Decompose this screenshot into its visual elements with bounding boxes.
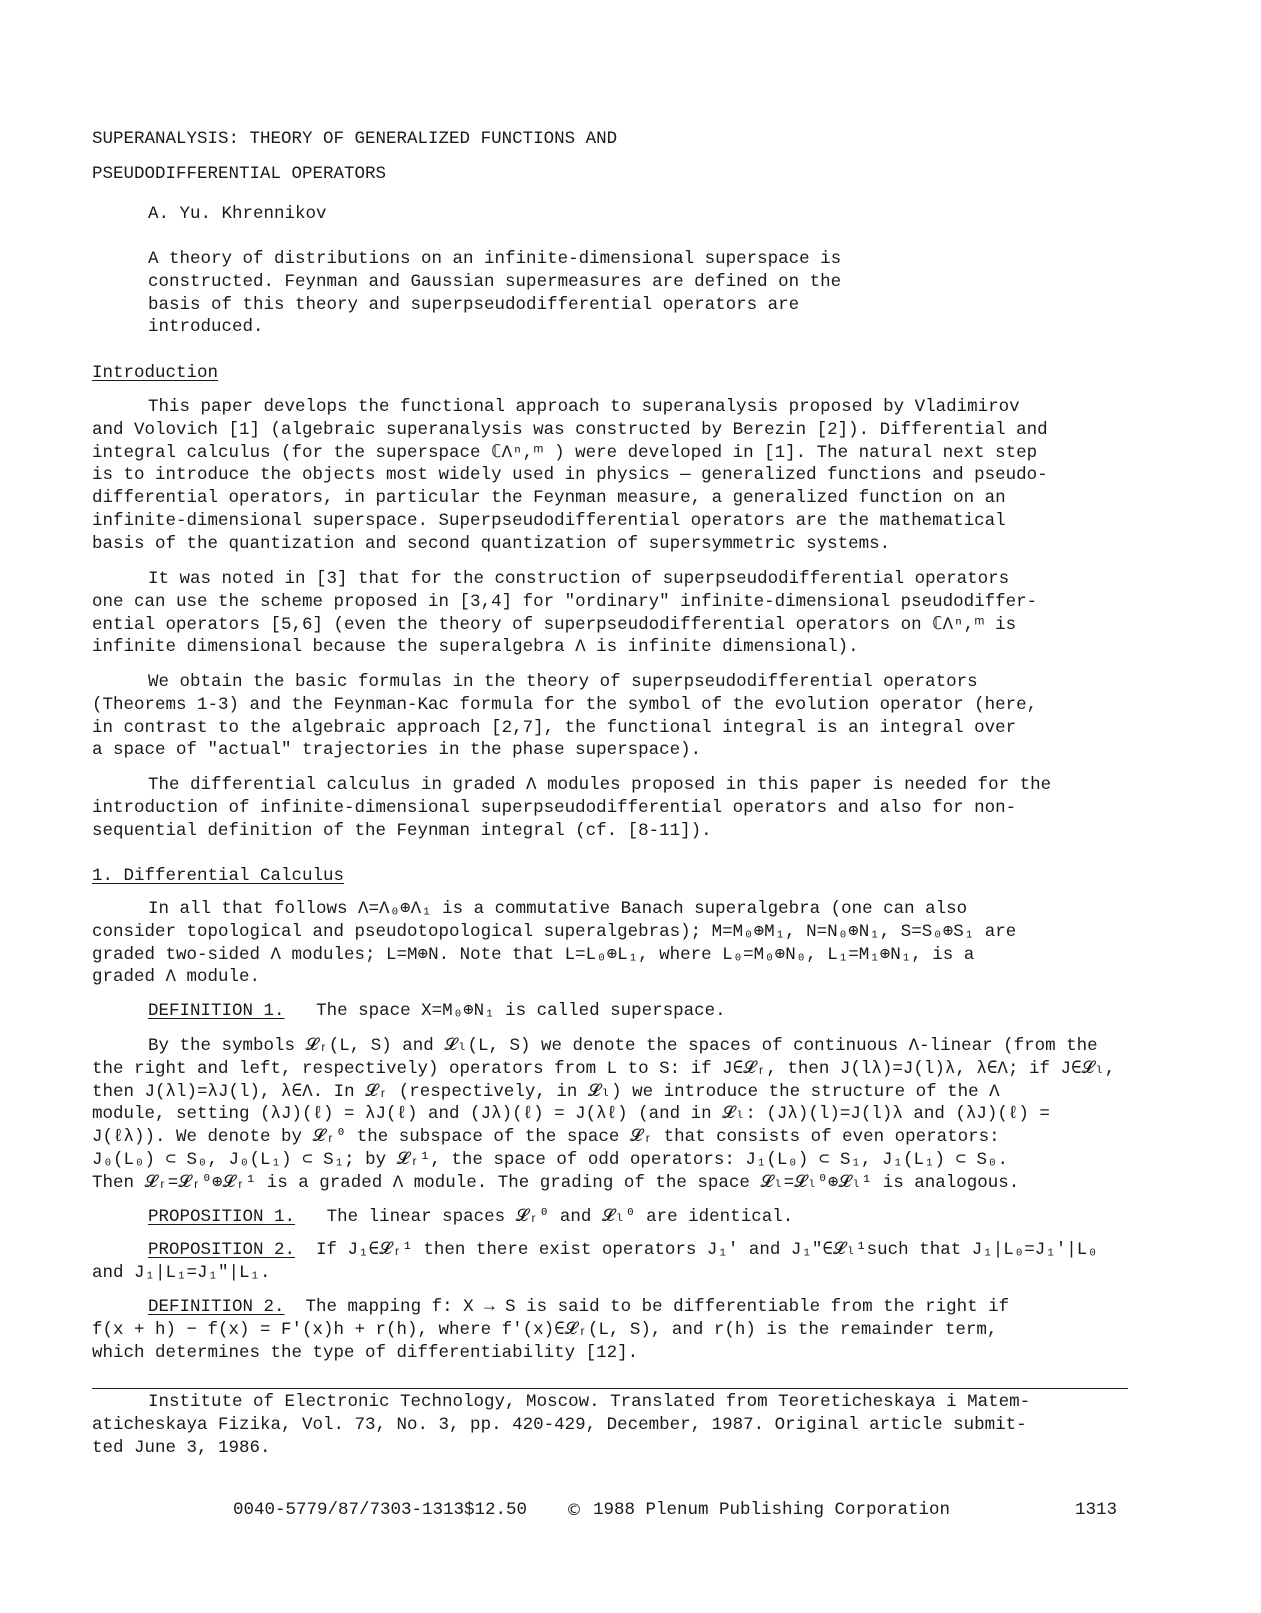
text-line: J(ℓλ)). We denote by 𝓛ᵣ⁰ the subspace of the space 𝓛ᵣ that consists of even operators: bbox=[92, 1127, 1000, 1148]
text-line: ential operators [5,6] (even the theory of superpseudodifferential operators on ℂΛⁿ,ᵐ is bbox=[92, 614, 1017, 635]
text-line: f(x + h) − f(x) = F′(x)h + r(h), where f′(x)∈𝓛ᵣ(L, S), and r(h) is the remainder term, bbox=[92, 1319, 998, 1340]
proposition-2 bbox=[92, 1239, 1098, 1285]
text-line: graded Λ module. bbox=[92, 967, 261, 988]
proposition-2-text-cont: and J₁|L₁=J₁″|L₁. bbox=[92, 1262, 271, 1283]
text-line: basis of the quantization and second quantization of supersymmetric systems. bbox=[92, 533, 891, 554]
author: A. Yu. Khrennikov bbox=[148, 204, 327, 224]
text-line: one can use the scheme proposed in [3,4] for "ordinary" infinite-dimensional pseudodiffer- bbox=[92, 591, 1038, 612]
text-line: differential operators, in particular the Feynman measure, a generalized function on an bbox=[92, 488, 1006, 509]
title-line-1: SUPERANALYSIS: THEORY OF GENERALIZED FUNCTIONS AND bbox=[92, 129, 618, 149]
copyright-icon: © bbox=[566, 1500, 582, 1519]
text-line: By the symbols 𝓛ᵣ(L, S) and 𝓛ₗ(L, S) we denote the spaces of continuous Λ-linear (from the bbox=[148, 1036, 1098, 1056]
text-line: consider topological and pseudotopological superalgebras); M=M₀⊕M₁, N=N₀⊕N₁, S=S₀⊕S₁ are bbox=[92, 921, 1017, 942]
text-line: a space of "actual" trajectories in the phase superspace). bbox=[92, 740, 702, 761]
intro-paragraph-3 bbox=[92, 671, 1037, 762]
definition-1 bbox=[148, 1000, 726, 1023]
abstract-line: A theory of distributions on an infinite-dimensional superspace is bbox=[148, 249, 842, 269]
text-line: in contrast to the algebraic approach [2,7], the functional integral is an integral over bbox=[92, 717, 1017, 738]
definition-2-label: DEFINITION 2. bbox=[148, 1297, 285, 1317]
text-line: It was noted in [3] that for the construction of superpseudodifferential operators bbox=[148, 569, 1010, 589]
text-line: is to introduce the objects most widely used in physics — generalized functions and pseudo- bbox=[92, 465, 1048, 486]
abstract bbox=[148, 248, 841, 339]
intro-paragraph-4 bbox=[92, 774, 1051, 842]
text-line: and Volovich [1] (algebraic superanalysis was constructed by Berezin [2]). Differential and bbox=[92, 419, 1048, 440]
text-line: infinite-dimensional superspace. Superpseudodifferential operators are the mathematical bbox=[92, 510, 1006, 531]
paper-title bbox=[92, 122, 617, 192]
text-line: Then 𝓛ᵣ=𝓛ᵣ⁰⊕𝓛ᵣ¹ is a graded Λ module. The grading of the space 𝓛ₗ=𝓛ₗ⁰⊕𝓛ₗ¹ is analogous. bbox=[92, 1172, 1020, 1193]
text-line: We obtain the basic formulas in the theory of superpseudodifferential operators bbox=[148, 672, 978, 692]
proposition-2-text: If J₁∈𝓛ᵣ¹ then there exist operators J₁′ and J₁″∈𝓛ₗ¹such that J₁|L₀=J₁′|L₀ bbox=[316, 1240, 1098, 1260]
footnote-line: ted June 3, 1986. bbox=[92, 1437, 271, 1458]
footnote-line: aticheskaya Fizika, Vol. 73, No. 3, pp. 420-429, December, 1987. Original article submit- bbox=[92, 1414, 1027, 1435]
title-line-2: PSEUDODIFFERENTIAL OPERATORS bbox=[92, 164, 387, 184]
text-line: In all that follows Λ=Λ₀⊕Λ₁ is a commutative Banach superalgebra (one can also bbox=[148, 899, 968, 919]
section-1-heading: 1. Differential Calculus bbox=[92, 866, 345, 886]
section-1-paragraph-2 bbox=[92, 1035, 1115, 1195]
proposition-2-label: PROPOSITION 2. bbox=[148, 1240, 296, 1260]
text-line: graded two-sided Λ modules; L=M⊕N. Note that L=L₀⊕L₁, where L₀=M₀⊕N₀, L₁=M₁⊕N₁, is a bbox=[92, 944, 975, 965]
page-number: 1313 bbox=[1075, 1500, 1118, 1520]
intro-paragraph-1 bbox=[92, 396, 1048, 556]
proposition-1-label: PROPOSITION 1. bbox=[148, 1207, 296, 1227]
text-line: module, setting (λJ)(ℓ) = λJ(ℓ) and (Jλ)(ℓ) = J(λℓ) (and in 𝓛ₗ: (Jλ)(l)=J(l)λ and (λJ)(ℓ) = bbox=[92, 1104, 1050, 1125]
footnote-divider bbox=[92, 1388, 1128, 1389]
definition-2 bbox=[92, 1296, 1009, 1364]
proposition-1-text: The linear spaces 𝓛ᵣ⁰ and 𝓛ₗ⁰ are identical. bbox=[326, 1207, 794, 1227]
abstract-line: introduced. bbox=[148, 317, 264, 338]
text-line: which determines the type of differentiability [12]. bbox=[92, 1342, 639, 1363]
definition-2-text: The mapping f: X → S is said to be differentiable from the right if bbox=[305, 1297, 1010, 1317]
text-line: J₀(L₀) ⊂ S₀, J₀(L₁) ⊂ S₁; by 𝓛ᵣ¹, the space of odd operators: J₁(L₀) ⊂ S₁, J₁(L₁) ⊂ S₀. bbox=[92, 1149, 1009, 1170]
text-line: integral calculus (for the superspace ℂΛⁿ,ᵐ ) were developed in [1]. The natural next step bbox=[92, 442, 1038, 463]
text-line: This paper develops the functional approach to superanalysis proposed by Vladimirov bbox=[148, 397, 1020, 417]
definition-1-text: The space X=M₀⊕N₁ is called superspace. bbox=[316, 1001, 726, 1021]
text-line: introduction of infinite-dimensional superpseudodifferential operators and also for non- bbox=[92, 797, 1017, 818]
section-1-paragraph-1 bbox=[92, 898, 1016, 989]
definition-1-label: DEFINITION 1. bbox=[148, 1001, 285, 1021]
text-line: The differential calculus in graded Λ modules proposed in this paper is needed for the bbox=[148, 775, 1052, 795]
text-line: sequential definition of the Feynman integral (cf. [8-11]). bbox=[92, 820, 712, 841]
text-line: infinite dimensional because the superalgebra Λ is infinite dimensional). bbox=[92, 637, 859, 658]
intro-paragraph-2 bbox=[92, 568, 1037, 659]
text-line: (Theorems 1-3) and the Feynman-Kac formula for the symbol of the evolution operator (here, bbox=[92, 694, 1038, 715]
footnote bbox=[92, 1391, 1030, 1459]
introduction-heading: Introduction bbox=[92, 363, 219, 383]
text-line: the right and left, respectively) operators from L to S: if J∈𝓛ᵣ, then J(lλ)=J(l)λ, λ∈Λ; if J∈𝓛ₗ, bbox=[92, 1058, 1116, 1079]
footnote-line: Institute of Electronic Technology, Moscow. Translated from Teoreticheskaya i Matem- bbox=[148, 1392, 1031, 1412]
abstract-line: constructed. Feynman and Gaussian supermeasures are defined on the bbox=[148, 271, 842, 292]
abstract-line: basis of this theory and superpseudodifferential operators are bbox=[148, 294, 800, 315]
publisher: 1988 Plenum Publishing Corporation bbox=[593, 1500, 951, 1520]
article-code: 0040-5779/87/7303-1313$12.50 bbox=[233, 1500, 528, 1520]
proposition-1 bbox=[148, 1206, 793, 1229]
text-line: then J(λl)=λJ(l), λ∈Λ. In 𝓛ᵣ (respectively, in 𝓛ₗ) we introduce the structure of the Λ bbox=[92, 1081, 1000, 1102]
